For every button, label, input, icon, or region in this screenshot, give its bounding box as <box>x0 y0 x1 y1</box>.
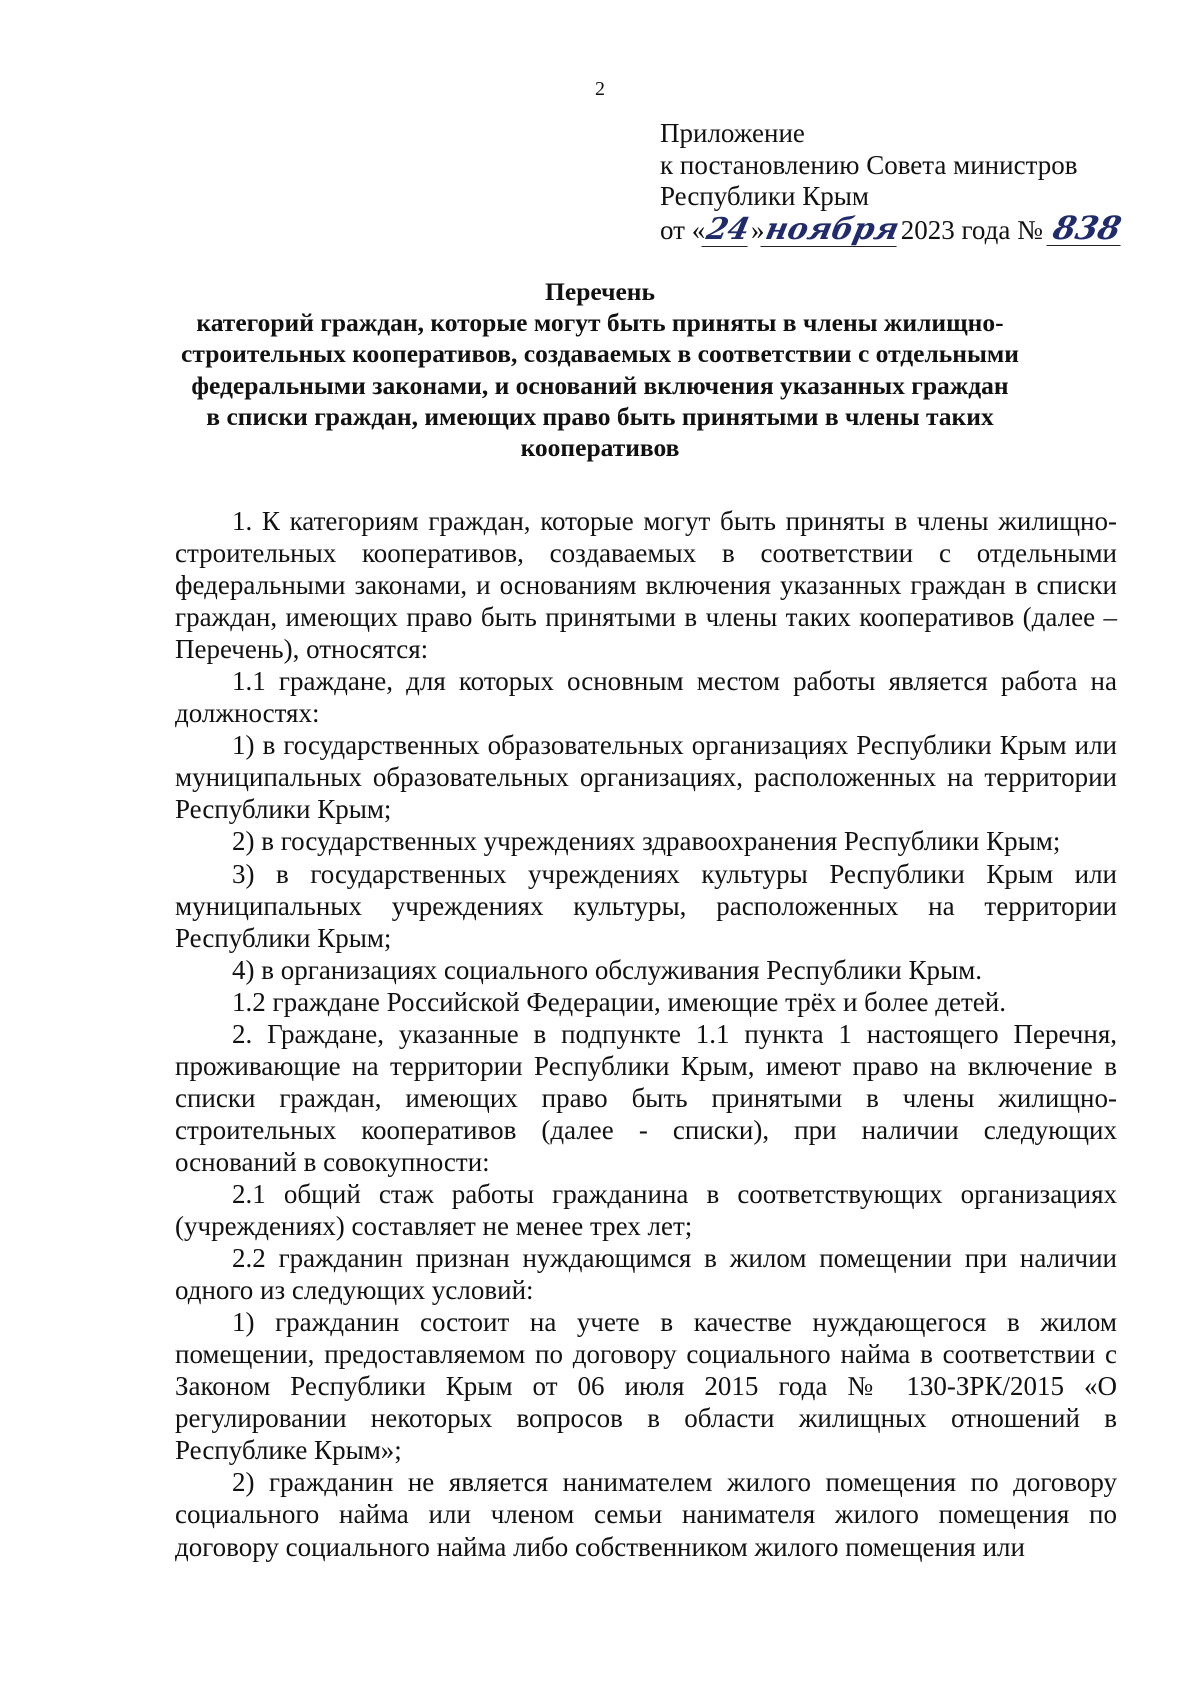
title-line: строительных кооперативов, создаваемых в соответствии с отдельными <box>181 339 1019 369</box>
paragraph-2-2: 2.2 гражданин признан нуждающимся в жилом помещении при наличии одного из следующих условий: <box>175 1243 1117 1306</box>
date-suffix: 2023 года № <box>900 214 1043 245</box>
page-number: 2 <box>595 78 605 100</box>
handwritten-day: 24 <box>703 211 753 247</box>
document-title <box>150 276 1050 463</box>
title-line: категорий граждан, которые могут быть приняты в члены жилищно- <box>196 308 1004 338</box>
paragraph-2-2-item-2: 2) гражданин не является нанимателем жилого помещения по договору социального найма или членом семьи нанимателя жилого помещения по договору социального найма либо собственником жилого помещения или <box>175 1467 1117 1562</box>
title-line: федеральными законами, и оснований включения указанных граждан <box>191 370 1009 400</box>
paragraph-2-1: 2.1 общий стаж работы гражданина в соответствующих организациях (учреждениях) составляет не менее трех лет; <box>175 1178 1117 1242</box>
handwritten-number: 838 <box>1046 213 1127 246</box>
title-line: в списки граждан, имеющих право быть принятыми в члены таких <box>206 401 994 431</box>
appendix-resolution: к постановлению Совета министров <box>660 149 1078 180</box>
paragraph-item-4: 4) в организациях социального обслуживания Республики Крым. <box>232 954 982 985</box>
title-line: кооперативов <box>520 433 680 463</box>
appendix-label: Приложение <box>660 118 805 148</box>
paragraph-item-2: 2) в государственных учреждениях здравоохранения Республики Крым; <box>232 826 1061 857</box>
paragraph-item-3: 3) в государственных учреждениях культуры Республики Крым или муниципальных учреждениях культуры, расположенных на территории Республики Крым; <box>175 858 1117 953</box>
appendix-date-line <box>660 208 1160 247</box>
appendix-header <box>660 118 1160 246</box>
paragraph-1-1: 1.1 граждане, для которых основным местом работы является работа на должностях: <box>175 666 1117 729</box>
date-mid: » <box>750 214 765 245</box>
paragraph-2-2-item-1: 1) гражданин состоит на учете в качестве нуждающегося в жилом помещении, предоставляемом по договору социального найма в соответствии с Законом Республики Крым от 06 июля 2015 года № 130-ЗРК/2015 «О регулировании некоторых вопросов в области жилищных отношений в Республике Крым»; <box>175 1307 1117 1466</box>
title-heading: Перечень <box>545 277 655 306</box>
appendix-republic: Республики Крым <box>660 181 869 211</box>
paragraph-item-1: 1) в государственных образовательных организациях Республики Крым или муниципальных образовательных организациях, расположенных на территории Республики Крым; <box>175 730 1117 825</box>
paragraph-1: 1. К категориям граждан, которые могут быть приняты в члены жилищно-строительных кооперативов, создаваемых в соответствии с отдельными федеральными законами, и основаниям включения указанных граждан в списки граждан, имеющих право быть принятыми в члены таких кооперативов (далее – Перечень), относятся: <box>175 506 1117 665</box>
paragraph-2: 2. Граждане, указанные в подпункте 1.1 пункта 1 настоящего Перечня, проживающие на территории Республики Крым, имеют право на включение в списки граждан, имеющих право быть принятыми в члены жилищно-строительных кооперативов (далее - списки), при наличии следующих оснований в совокупности: <box>175 1018 1117 1177</box>
document-body <box>175 505 1117 1563</box>
date-prefix: от « <box>660 214 706 245</box>
handwritten-month: ноября <box>762 211 903 247</box>
paragraph-1-2: 1.2 граждане Российской Федерации, имеющие трёх и более детей. <box>232 986 1006 1017</box>
